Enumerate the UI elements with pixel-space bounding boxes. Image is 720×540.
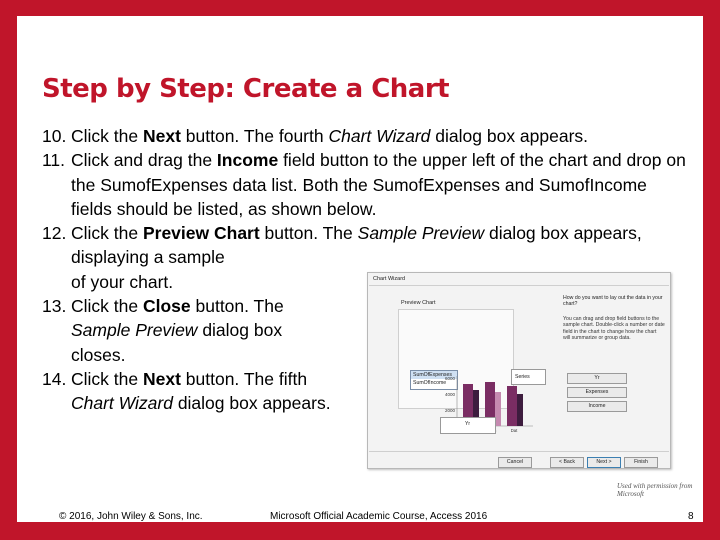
x-tick-label: Dat <box>510 428 518 433</box>
step-text: of your chart. <box>71 271 174 292</box>
axis-field[interactable]: Yr <box>465 421 470 427</box>
image-credit: Used with permission from Microsoft <box>617 482 693 498</box>
step-number: 13. <box>42 296 67 317</box>
dialog-question: How do you want to lay out the data in your chart? <box>563 295 663 308</box>
footer-page-number: 8 <box>688 511 694 522</box>
step-number: 12. <box>42 223 67 244</box>
field-button-expenses[interactable]: Expenses <box>567 387 627 398</box>
finish-button[interactable]: Finish <box>624 457 658 468</box>
step-text: button. The <box>259 223 358 244</box>
step-emphasis: Next <box>142 126 181 146</box>
axis-drop-area[interactable] <box>440 417 496 434</box>
step-text: Click the <box>71 126 143 146</box>
y-tick-label: 6000 <box>444 376 455 381</box>
step-text: button. The fifth <box>180 368 308 389</box>
dialog-title: Chart Wizard <box>373 276 406 282</box>
step-italic: Sample Preview <box>357 223 485 244</box>
step-text: Click the <box>71 223 143 244</box>
step-item <box>42 294 333 367</box>
footer-copyright: © 2016, John Wiley & Sons, Inc. <box>59 511 203 522</box>
step-italic: Sample Preview <box>71 320 198 341</box>
next-button[interactable]: Next > <box>587 457 621 468</box>
field-button-yr[interactable]: Yr <box>567 373 627 384</box>
data-list-item[interactable]: SumOfExpenses <box>411 371 457 379</box>
slide <box>17 16 703 522</box>
step-text: dialog box appears. <box>172 393 331 414</box>
step-text: dialog box appears, displaying a sample <box>71 223 642 268</box>
step-emphasis: Next <box>142 368 181 389</box>
step-italic: Chart Wizard <box>328 126 431 146</box>
step-item <box>42 367 333 416</box>
divider <box>369 285 669 286</box>
slide-title: Step by Step: Create a Chart <box>42 74 450 104</box>
field-button-income[interactable]: Income <box>567 401 627 412</box>
step-number: 11. <box>42 150 66 171</box>
step-text: Click the <box>71 296 143 317</box>
step-number: 10. <box>42 126 67 146</box>
step-item <box>42 148 692 221</box>
chart-wizard-dialog-screenshot <box>367 272 671 469</box>
step-text: Click the <box>71 368 143 389</box>
back-button[interactable]: < Back <box>550 457 584 468</box>
step-text: button. The <box>190 296 284 317</box>
series-drop-area[interactable]: Series <box>511 369 546 385</box>
step-number: 14. <box>42 368 67 389</box>
chart-bar <box>517 394 523 426</box>
divider <box>369 451 669 452</box>
step-emphasis: Income <box>216 150 279 171</box>
y-tick-label: 4000 <box>444 392 455 397</box>
step-text: dialog box closes. <box>71 320 283 365</box>
step-emphasis: Close <box>142 296 191 317</box>
step-text: button. The fourth <box>180 126 329 146</box>
step-text: Click and drag the <box>71 150 217 171</box>
footer-course: Microsoft Official Academic Course, Access 2016 <box>270 511 488 522</box>
cancel-button[interactable]: Cancel <box>498 457 532 468</box>
step-text: dialog box appears. <box>430 126 589 146</box>
step-text: field button to the upper left of the chart and drop on the SumofExpenses data list. Both the SumofExpenses and SumofIncome fields should be listed, as shown below. <box>71 150 686 219</box>
y-tick-label: 2000 <box>444 408 455 413</box>
step-emphasis: Preview Chart <box>142 223 260 244</box>
preview-chart-button[interactable]: Preview Chart <box>401 300 436 306</box>
dialog-instructions: You can drag and drop field buttons to the sample chart. Double-click a number or date field in the chart to change how the chart will summarize or group data. <box>563 316 665 342</box>
step-item <box>42 124 692 148</box>
step-italic: Chart Wizard <box>71 393 173 414</box>
data-list-item[interactable]: SumOfIncome <box>413 380 447 386</box>
chart-bar <box>507 386 517 426</box>
